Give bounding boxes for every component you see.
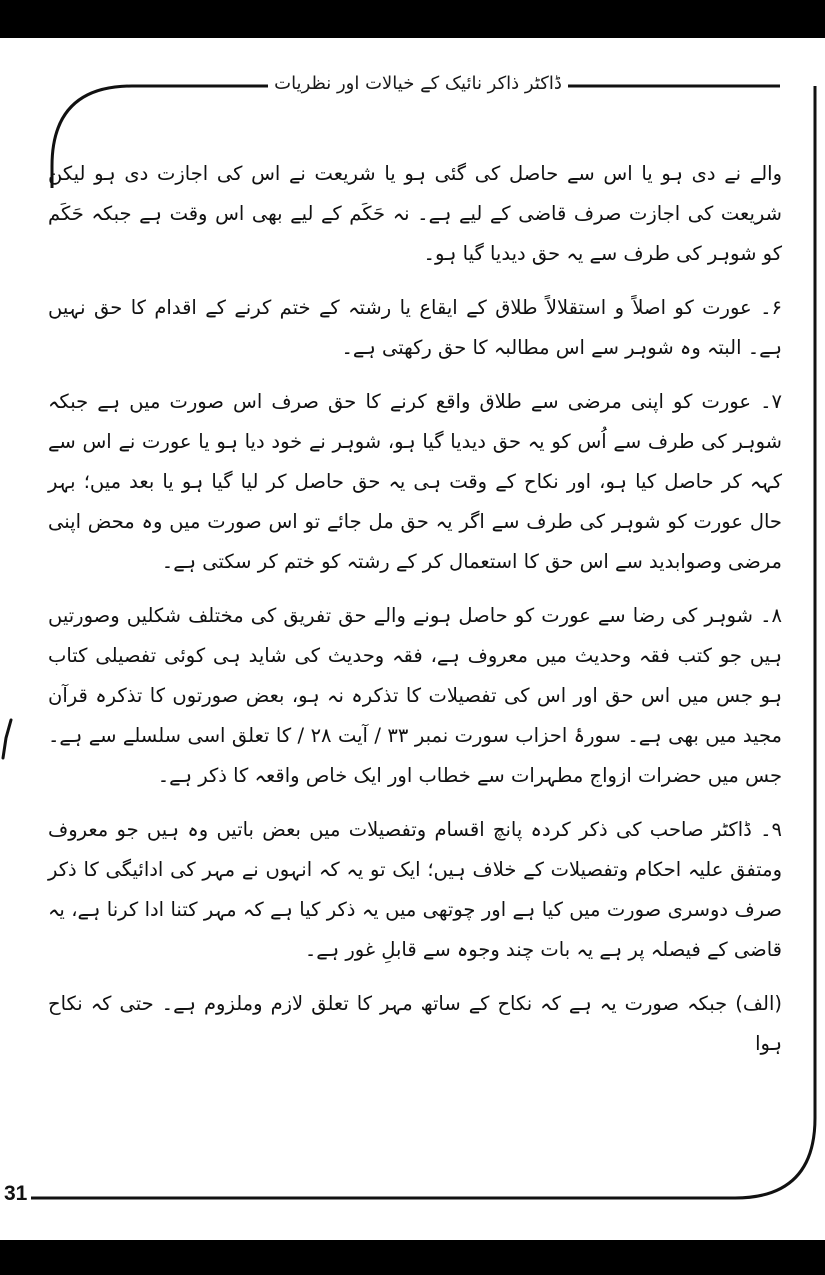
paragraph-6: ۶۔ عورت کو اصلاً و استقلالاً طلاق کے ایقاع یا رشتہ کے ختم کرنے کے اقدام کا حق نہیں ہے۔ البتہ وہ شوہر سے اس مطالبہ کا حق رکھتی ہے۔ (48, 296, 782, 359)
paragraph-continuation: والے نے دی ہو یا اس سے حاصل کی گئی ہو یا شریعت نے اس کی اجازت دی ہو لیکن شریعت کی اجازت صرف قاضی کے لیے ہے۔ نہ حَکَم کے لیے بھی اس وقت ہے جبکہ حَکَم کو شوہر کی طرف سے یہ حق دیدیا گیا ہو۔ (48, 162, 782, 265)
paragraph-alif: (الف) جبکہ صورت یہ ہے کہ نکاح کے ساتھ مہر کا تعلق لازم وملزوم ہے۔ حتی کہ نکاح ہوا (48, 992, 782, 1055)
paragraph-9: ۹۔ ڈاکٹر صاحب کی ذکر کردہ پانچ اقسام وتفصیلات میں بعض باتیں وہ ہیں جو معروف ومتفق علیہ احکام وتفصیلات کے خلاف ہیں؛ ایک تو یہ کہ انہوں نے مہر کی ادائیگی کا ذکر صرف دوسری صورت میں کیا ہے اور چوتھی میں یہ ذکر کیا ہے کہ مہر کتنا ادا کرنا ہے، یہ قاضی کے فیصلہ پر ہے یہ بات چند وجوہ سے قابلِ غور ہے۔ (48, 818, 782, 961)
page-number: 31 (4, 1182, 31, 1206)
book-page (0, 38, 825, 1240)
paragraph-8: ۸۔ شوہر کی رضا سے عورت کو حاصل ہونے والے حق تفریق کی مختلف شکلیں وصورتیں ہیں جو کتب فقہ وحدیث میں معروف ہے، فقہ وحدیث کی شاید ہی کوئی تفصیلی کتاب ہو جس میں اس حق اور اس کی تفصیلات کا تذکرہ نہ ہو، بعض صورتوں کا تذکرہ قرآن مجید میں بھی ہے۔ سورۂ احزاب سورت نمبر ۳۳ / آیت ۲۸ / کا تعلق اسی سلسلے سے ہے۔ جس میں حضرات ازواج مطہرات سے خطاب اور ایک خاص واقعہ کا ذکر ہے۔ (48, 604, 782, 787)
margin-pen-mark (0, 718, 14, 762)
body-text (48, 154, 782, 1064)
paragraph-7: ۷۔ عورت کو اپنی مرضی سے طلاق واقع کرنے کا حق صرف اس صورت میں ہے جبکہ شوہر کی طرف سے اُس کو یہ حق دیدیا گیا ہو، شوہر نے خود دیا ہو یا عورت نے اس سے کہہ کر حاصل کیا ہو، اور نکاح کے وقت ہی یہ حق حاصل کر لیا گیا ہو یا بعد میں؛ بہر حال عورت کو شوہر کی طرف سے اگر یہ حق مل جائے تو اس صورت میں وہ محض اپنی مرضی وصوابدید سے اس حق کا استعمال کر کے رشتہ کو ختم کر سکتی ہے۔ (48, 390, 782, 573)
running-header-title: ڈاکٹر ذاکر نائیک کے خیالات اور نظریات (268, 72, 568, 96)
